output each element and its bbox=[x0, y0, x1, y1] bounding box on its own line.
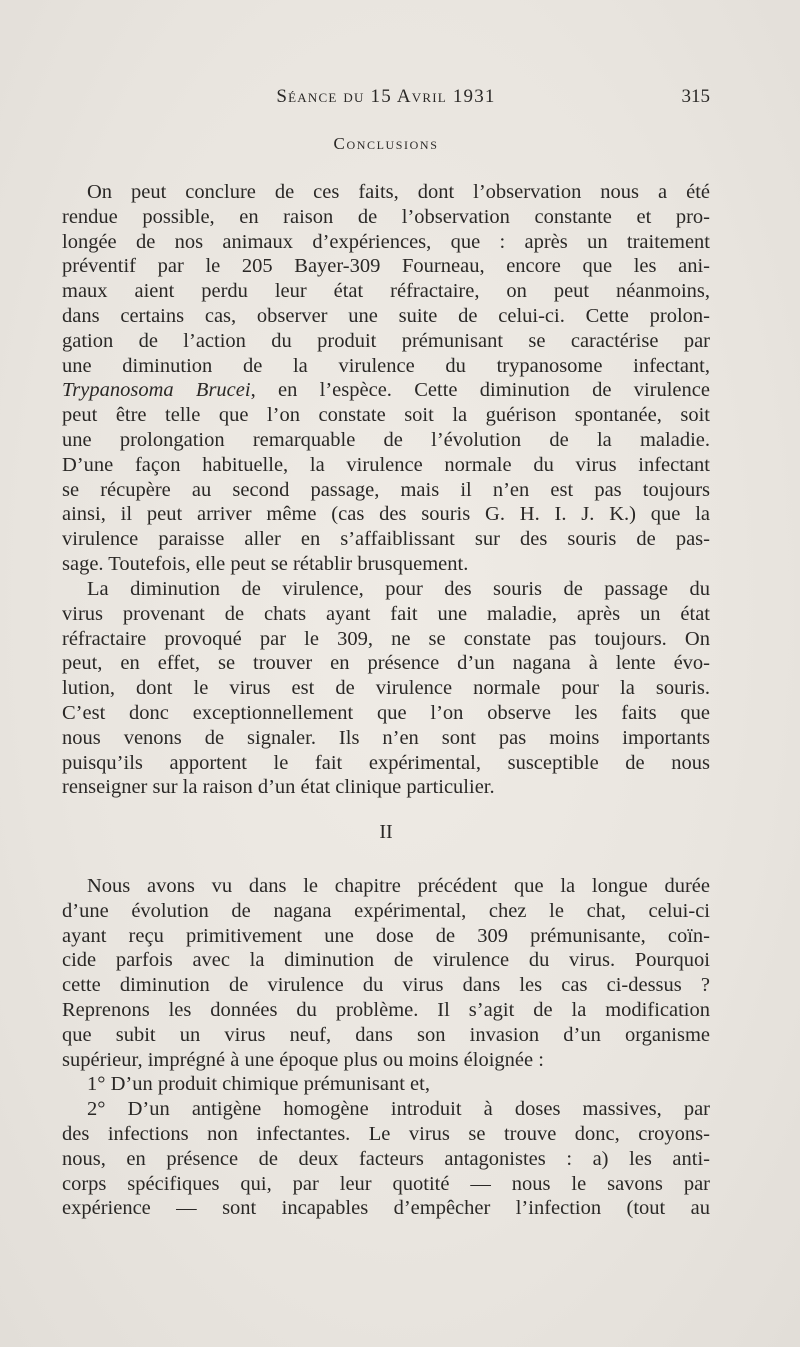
text-line: peut, en effet, se trouver en présence d’un nagana à lente évo- bbox=[62, 652, 710, 675]
text-line: réfractaire provoqué par le 309, ne se constate pas toujours. On bbox=[62, 627, 710, 650]
text-line: renseigner sur la raison d’un état clinique particulier. bbox=[62, 776, 495, 799]
list-item-2: 2° D’un antigène homogène introduit à doses massives, par bbox=[87, 1098, 710, 1121]
text-line: des infections non infectantes. Le virus se trouve donc, croyons- bbox=[62, 1122, 710, 1145]
text-line: que subit un virus neuf, dans son invasion d’un organisme bbox=[62, 1023, 710, 1046]
text-line: maux aient perdu leur état réfractaire, on peut néanmoins, bbox=[62, 280, 710, 303]
paragraph-conclusions bbox=[62, 180, 710, 577]
text-line: La diminution de virulence, pour des souris de passage du bbox=[87, 578, 710, 600]
text-line: ayant reçu primitivement une dose de 309 prémunisante, coïn- bbox=[62, 924, 710, 947]
paragraph-virulence bbox=[62, 577, 710, 800]
part-numeral: II bbox=[379, 821, 393, 843]
text-line: virus provenant de chats ayant fait une maladie, après un état bbox=[62, 602, 710, 625]
text-line: virulence paraisse aller en s’affaiblissant sur des souris de pas- bbox=[62, 528, 710, 551]
text-line: expérience — sont incapables d’empêcher l’infection (tout au bbox=[62, 1197, 710, 1220]
page-number: 315 bbox=[681, 86, 710, 107]
text-line: une diminution de la virulence du trypanosome infectant, bbox=[62, 354, 710, 377]
text-line: gation de l’action du produit prémunisant se caractérise par bbox=[62, 329, 710, 352]
running-head bbox=[62, 86, 710, 116]
text-line: corps spécifiques qui, par leur quotité — nous le savons par bbox=[62, 1172, 710, 1195]
text-line: peut être telle que l’on constate soit la guérison spontanée, soit bbox=[62, 404, 710, 427]
section-title: Conclusions bbox=[333, 134, 439, 153]
running-title: Séance du 15 Avril 1931 bbox=[276, 86, 496, 107]
text-line: une prolongation remarquable de l’évolution de la maladie. bbox=[62, 428, 710, 451]
text-line: C’est donc exceptionnellement que l’on observe les faits que bbox=[62, 701, 710, 724]
text-line: préventif par le 205 Bayer-309 Fourneau, encore que les ani- bbox=[62, 255, 710, 278]
text-line: cide parfois avec la diminution de virulence du virus. Pourquoi bbox=[62, 949, 710, 972]
text-line: Nous avons vu dans le chapitre précédent que la longue durée bbox=[87, 875, 710, 897]
text-line: supérieur, imprégné à une époque plus ou moins éloignée : bbox=[62, 1048, 544, 1071]
paragraph-part-two bbox=[62, 874, 710, 1221]
text-line: nous, en présence de deux facteurs antagonistes : a) les anti- bbox=[62, 1147, 710, 1170]
text-line: Reprenons les données du problème. Il s’agit de la modification bbox=[62, 998, 710, 1021]
text-line: rendue possible, en raison de l’observation constante et pro- bbox=[62, 205, 710, 228]
text-line: dans certains cas, observer une suite de celui-ci. Cette prolon- bbox=[62, 304, 710, 327]
text-line: se récupère au second passage, mais il n’en est pas toujours bbox=[62, 478, 710, 501]
text-line: On peut conclure de ces faits, dont l’observation nous a été bbox=[87, 181, 710, 203]
text-line: ainsi, il peut arriver même (cas des souris G. H. I. J. K.) que la bbox=[62, 503, 710, 526]
text-line: D’une façon habituelle, la virulence normale du virus infectant bbox=[62, 453, 710, 476]
list-item-1: 1° D’un produit chimique prémunisant et, bbox=[87, 1073, 430, 1096]
text-line: nous venons de signaler. Ils n’en sont pas moins importants bbox=[62, 726, 710, 749]
text-line: longée de nos animaux d’expériences, que : après un traitement bbox=[62, 230, 710, 253]
text-line: puisqu’ils apportent le fait expérimental, susceptible de nous bbox=[62, 751, 710, 774]
text-line: Trypanosoma Brucei, en l’espèce. Cette diminution de virulence bbox=[62, 379, 710, 402]
text-line: sage. Toutefois, elle peut se rétablir brusquement. bbox=[62, 552, 469, 575]
text-line: lution, dont le virus est de virulence normale pour la souris. bbox=[62, 677, 710, 700]
text-line: d’une évolution de nagana expérimental, chez le chat, celui-ci bbox=[62, 899, 710, 922]
text-line: cette diminution de virulence du virus dans les cas ci-dessus ? bbox=[62, 974, 710, 997]
